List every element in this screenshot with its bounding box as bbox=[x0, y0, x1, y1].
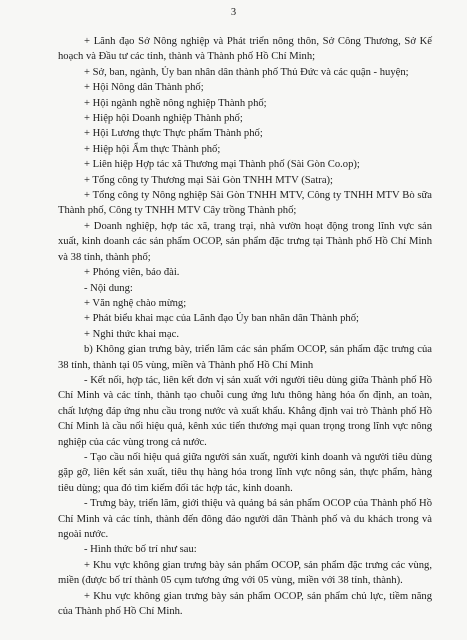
section-heading-b: b) Không gian trưng bày, triển lãm các sản phẩm OCOP, sản phẩm đặc trưng của 38 tỉnh, thành tại 05 vùng, miền và Thành phố Hồ Chí Minh bbox=[58, 344, 432, 371]
paragraph-business-association: + Hiệp hội Doanh nghiệp Thành phố; bbox=[84, 113, 243, 125]
paragraph-saigon-coop: + Liên hiệp Hợp tác xã Thương mại Thành phố (Sài Gòn Co.op); bbox=[84, 159, 360, 171]
paragraph-farmers-association: + Hội Nông dân Thành phố; bbox=[84, 82, 204, 94]
paragraph-leadership-departments: + Lãnh đạo Sở Nông nghiệp và Phát triển nông thôn, Sở Công Thương, Sở Kế hoạch và Đầu tư các tỉnh, thành và Thành phố Hồ Chí Minh; bbox=[58, 36, 432, 63]
page-number: 3 bbox=[230, 7, 237, 18]
paragraph-hcmc-display-area: + Khu vực không gian trưng bày sản phẩm OCOP, sản phẩm chủ lực, tiềm năng của Thành phố Hồ Chí Minh. bbox=[58, 590, 432, 618]
paragraph-content-heading: - Nội dung: bbox=[84, 282, 133, 294]
paragraph-agri-trades-association: + Hội ngành nghề nông nghiệp Thành phố; bbox=[84, 97, 267, 109]
paragraph-exhibition-promotion: - Trưng bày, triển lãm, giới thiệu và quảng bá sản phẩm OCOP của Thành phố Hồ Chí Minh và các tỉnh, thành đến đông đảo người dân Thành phố và du khách trong và ngoài nước. bbox=[58, 498, 432, 540]
paragraph-effective-bridge: - Tạo cầu nối hiệu quả giữa người sản xuất, người kinh doanh và người tiêu dùng gặp gỡ, liên kết sản xuất, tiêu thụ hàng hóa trong lĩnh vực nông sản, thực phẩm, hàng tiêu dùng; qua đó tìm kiếm đối tác hợp tác, kinh doanh. bbox=[58, 451, 432, 494]
paragraph-opening-ceremony: + Nghi thức khai mạc. bbox=[84, 328, 179, 340]
paragraph-saigon-agri-corp: + Tổng công ty Nông nghiệp Sài Gòn TNHH MTV, Công ty TNHH MTV Bò sữa Thành phố, Công ty TNHH MTV Cây trồng Thành phố; bbox=[58, 190, 432, 217]
paragraph-culinary-association: + Hiệp hội Ẩm thực Thành phố; bbox=[84, 143, 221, 155]
paragraph-enterprises-cooperatives: + Doanh nghiệp, hợp tác xã, trang trại, nhà vườn hoạt động trong lĩnh vực sản xuất, kinh doanh các sản phẩm OCOP, sản phẩm đặc trưng tại Thành phố Hồ Chí Minh và 38 tỉnh, thành phố; bbox=[58, 220, 432, 263]
paragraph-opening-speech: + Phát biểu khai mạc của Lãnh đạo Ủy ban nhân dân Thành phố; bbox=[84, 313, 359, 325]
paragraph-welcome-performance: + Văn nghệ chào mừng; bbox=[84, 297, 187, 309]
paragraph-layout-heading: - Hình thức bố trí như sau: bbox=[84, 544, 197, 556]
paragraph-departments-districts: + Sở, ban, ngành, Ủy ban nhân dân thành phố Thủ Đức và các quận - huyện; bbox=[84, 66, 409, 78]
paragraph-satra: + Tổng công ty Thương mại Sài Gòn TNHH MTV (Satra); bbox=[84, 174, 333, 186]
paragraph-regional-display-area: + Khu vực không gian trưng bày sản phẩm OCOP, sản phẩm đặc trưng các vùng, miền (được bố trí thành 05 cụm tương ứng với 05 vùng, miền với 38 tỉnh, thành). bbox=[58, 559, 432, 587]
paragraph-press: + Phóng viên, báo đài. bbox=[84, 267, 180, 279]
paragraph-connection-cooperation: - Kết nối, hợp tác, liên kết đơn vị sản xuất với người tiêu dùng giữa Thành phố Hồ Chí Minh và các tỉnh, thành tạo chuỗi cung ứng lưu thông hàng hóa ổn định, an toàn, chất lượng đáp ứng nhu cầu trong nước và xuất khẩu. Khẳng định vai trò Thành phố Hồ Chí Minh là cầu nối hiệu quả, kênh xúc tiến thương mại quan trọng trong lĩnh vực nông nghiệp của các vùng trong cả nước. bbox=[58, 374, 432, 448]
paragraph-food-association: + Hội Lương thực Thực phẩm Thành phố; bbox=[84, 128, 263, 140]
document-body bbox=[58, 34, 432, 619]
